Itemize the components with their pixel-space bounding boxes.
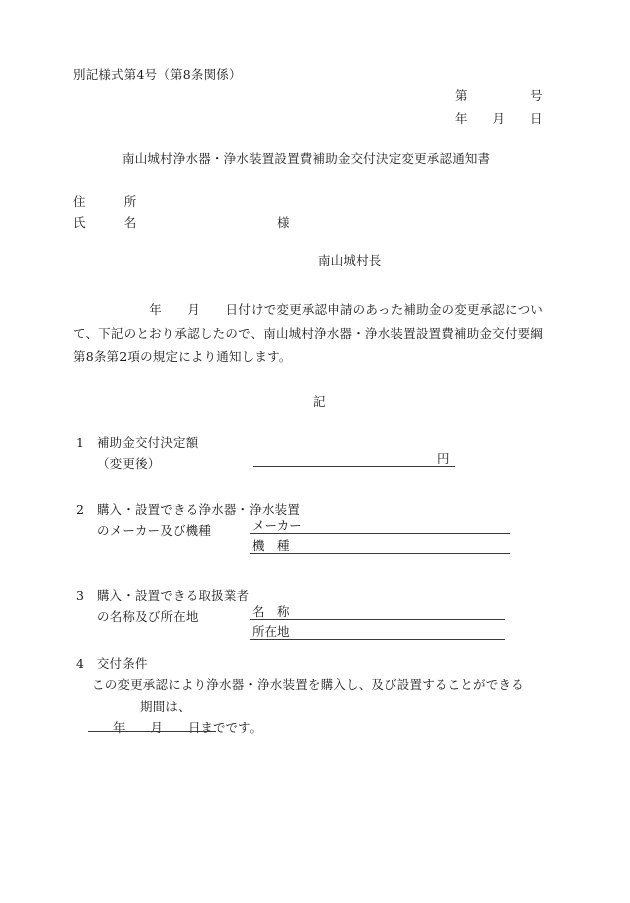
section-2-heading-text: 購入・設置できる浄水器・浄水装置 (96, 502, 301, 517)
section-2-number: 2 (76, 502, 97, 517)
document-date-line: 年 月 日 (455, 111, 543, 126)
section-4-body-text: この変更承認により浄水器・浄水装置を購入し、及び設置することができる (92, 677, 524, 692)
section-1-currency-unit: 円 (437, 451, 450, 466)
recipient-name-label: 氏 名 (73, 215, 137, 230)
section-1-amount-rule (253, 466, 455, 467)
section-4-period-rule (88, 731, 216, 732)
notice-body-paragraph: 年 月 日付けで変更承認申請のあった補助金の変更承認について、下記のとおり承認したので、南山城村浄水器・浄水装置設置費補助金交付要綱第8条第2項の規定により通知します。 (73, 302, 543, 364)
section-4-number: 4 (76, 656, 97, 671)
section-1-number: 1 (76, 435, 97, 450)
form-id-label: 別記様式第4号（第8条関係） (73, 67, 242, 82)
section-3-heading-text: 購入・設置できる取扱業者 (96, 588, 250, 603)
recipient-honorific: 様 (277, 215, 290, 230)
section-3-subheading: の名称及び所在地 (97, 609, 199, 624)
section-3-heading (76, 585, 249, 606)
section-2-subheading: のメーカー及び機種 (97, 523, 212, 538)
section-2-maker-label: メーカー (252, 518, 302, 533)
section-3-address-label: 所在地 (252, 624, 290, 639)
section-4-heading-text: 交付条件 (96, 656, 148, 671)
recipient-address-label: 住 所 (73, 194, 137, 209)
section-2-model-label: 機 種 (252, 538, 290, 553)
section-3-name-label: 名 称 (252, 604, 290, 619)
section-1-heading-text: 補助金交付決定額 (96, 435, 199, 450)
section-4-heading (76, 653, 148, 674)
section-4-continuation-text: 期間は、 (140, 699, 191, 714)
issuer-name: 南山城村長 (318, 253, 382, 268)
ki-marker: 記 (313, 394, 326, 409)
section-1-heading (76, 432, 198, 453)
section-3-number: 3 (76, 588, 97, 603)
section-4-period-line: 年 月 日までです。 (88, 720, 263, 735)
document-number-line: 第 号 (455, 88, 543, 103)
section-1-subheading: （変更後） (97, 456, 161, 471)
document-title: 南山城村浄水器・浄水装置設置費補助金交付決定変更承認通知書 (122, 151, 491, 166)
